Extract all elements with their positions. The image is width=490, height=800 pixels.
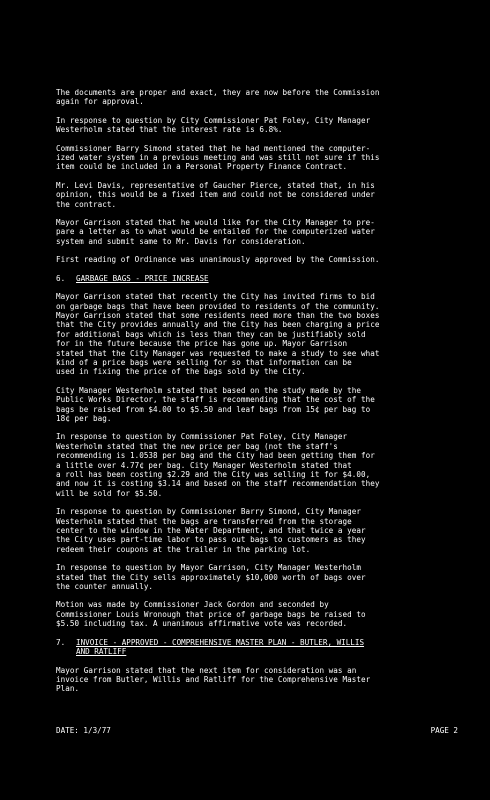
section-heading-garbage-bags [56, 274, 458, 283]
page-number: PAGE 2 [430, 726, 458, 735]
paragraph: City Manager Westerholm stated that based on the study made by the Public Works Director, the staff is recommending that the cost of the bags be raised from $4.00 to $5.50 and leaf bags from 15¢ per bag to 18¢ per bag. [56, 385, 375, 423]
section-title: GARBAGE BAGS - PRICE INCREASE [76, 273, 209, 283]
paragraph: Mayor Garrison stated that he would like for the City Manager to pre- pare a letter as to what would be entailed for the computerized water system and submit same to Mr. Davis for consideration. [56, 218, 375, 246]
paragraph: In response to question by City Commissioner Pat Foley, City Manager Westerholm stated that the interest rate is 6.8%. [56, 115, 371, 135]
paragraph: Mr. Levi Davis, representative of Gaucher Pierce, stated that, in his opinion, this would be a fixed item and could not be considered under the contract. [56, 180, 375, 209]
footer-date: DATE: 1/3/77 [56, 726, 111, 735]
section-heading-invoice [56, 638, 458, 657]
section-title: INVOICE - APPROVED - COMPREHENSIVE MASTER PLAN - BUTLER, WILLIS AND RATLIFF [76, 637, 365, 657]
paragraph: Mayor Garrison stated that the next item for consideration was an invoice from Butler, Willis and Ratliff for the Comprehensive Master Plan. [56, 665, 371, 694]
section-number: 7. [56, 637, 66, 647]
paragraph: The documents are proper and exact, they are now before the Commission again for approval. [56, 88, 380, 107]
paragraph: Mayor Garrison stated that recently the City has invited firms to bid on garbage bags that have been provided to residents of the community. Mayor Garrison stated that some residents need more than the two boxes that the City provides annually and the City has been charging a price for additional bags which is less than they can be justifiably sold for in the future because the price has gone up. Mayor Garrison stated that the City Manager was requested to make a study to see what kind of a price bags were selling for so that information can be used in fixing the price of the bags sold by the City. [56, 292, 380, 377]
paragraph: In response to question by Commissioner Barry Simond, City Manager Westerholm stated that the bags are transferred from the storage center to the window in the Water Department, and that twice a year the City uses part-time labor to pass out bags to customers as they redeem their coupons at the trailer in the parking lot. [56, 507, 366, 554]
paragraph: In response to question by Commissioner Pat Foley, City Manager Westerholm stated that the new price per bag (not the staff's recommending is 1.0538 per bag and the City had been getting them for a little over 4.77¢ per bag. City Manager Westerholm stated that a roll has been costing $2.29 and the City was selling it for $4.00, and now it is costing $3.14 and based on the staff recommendation they will be sold for $5.50. [56, 432, 380, 498]
document-page [56, 88, 458, 703]
paragraph: First reading of Ordinance was unanimously approved by the Commission. [56, 255, 380, 265]
paragraph: In response to question by Mayor Garrison, City Manager Westerholm stated that the City sells approximately $10,000 worth of bags over the counter annually. [56, 563, 366, 592]
paragraph: Motion was made by Commissioner Jack Gordon and seconded by Commissioner Louis Wronough that price of garbage bags be raised to $5.50 including tax. A unanimous affirmative vote was recorded. [56, 600, 366, 629]
page-footer [56, 726, 458, 735]
section-number: 6. [56, 273, 66, 283]
paragraph: Commissioner Barry Simond stated that he had mentioned the computer- ized water system in a previous meeting and was still not sure if this item could be included in a Personal Property Finance Contract. [56, 143, 380, 172]
